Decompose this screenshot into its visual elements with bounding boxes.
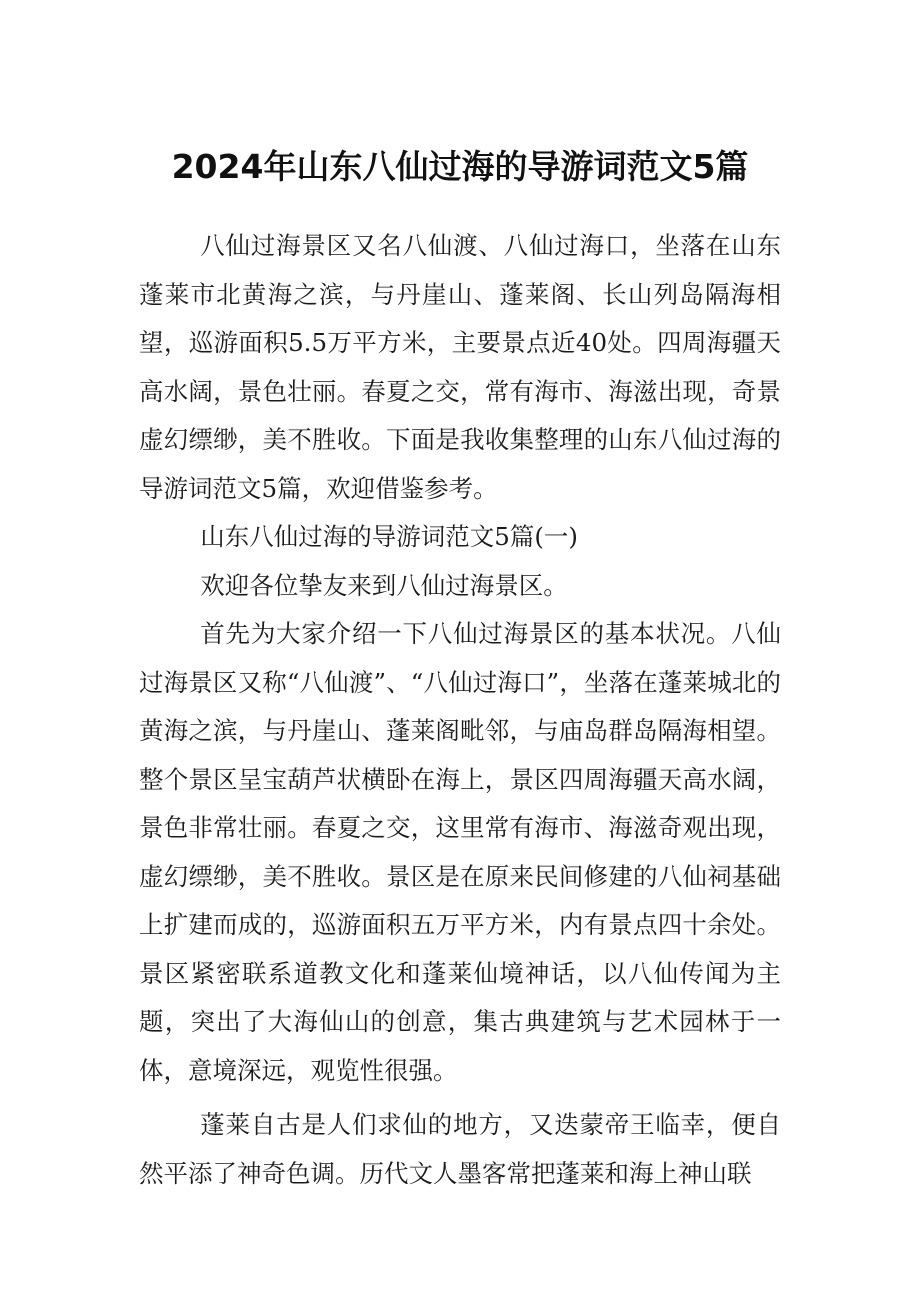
overview-paragraph: 首先为大家介绍一下八仙过海景区的基本状况。八仙过海景区又称“八仙渡”、“八仙过海口”，坐落在蓬莱城北的黄海之滨，与丹崖山、蓬莱阁毗邻，与庙岛群岛隔海相望。整个景区呈宝葫芦状横卧在海上，景区四周海疆天高水阔，景色非常壮丽。春夏之交，这里常有海市、海滋奇观出现，虚幻缥缈，美不胜收。景区是在原来民间修建的八仙祠基础上扩建而成的，巡游面积五万平方米，内有景点四十余处。景区紧密联系道教文化和蓬莱仙境神话，以八仙传闻为主题，突出了大海仙山的创意，集古典建筑与艺术园林于一体，意境深远，观览性很强。 xyxy=(139,619,781,1085)
intro-paragraph: 八仙过海景区又名八仙渡、八仙过海口，坐落在山东蓬莱市北黄海之滨，与丹崖山、蓬莱阁、长山列岛隔海相望，巡游面积5.5万平方米，主要景点近40处。四周海疆天高水阔，景色壮丽。春夏之交，常有海市、海滋出现，奇景虚幻缥缈，美不胜收。下面是我收集整理的山东八仙过海的导游词范文5篇，欢迎借鉴参考。 xyxy=(139,231,781,503)
history-paragraph: 蓬莱自古是人们求仙的地方，又迭蒙帝王临幸，便自然平添了神奇色调。历代文人墨客常把蓬莱和海上神山联 xyxy=(139,1110,781,1188)
document-body xyxy=(139,222,781,1198)
welcome-paragraph: 欢迎各位挚友来到八仙过海景区。 xyxy=(200,570,568,600)
document-title: 2024年山东八仙过海的导游词范文5篇 xyxy=(171,147,749,186)
section-heading: 山东八仙过海的导游词范文5篇(一) xyxy=(200,522,578,551)
